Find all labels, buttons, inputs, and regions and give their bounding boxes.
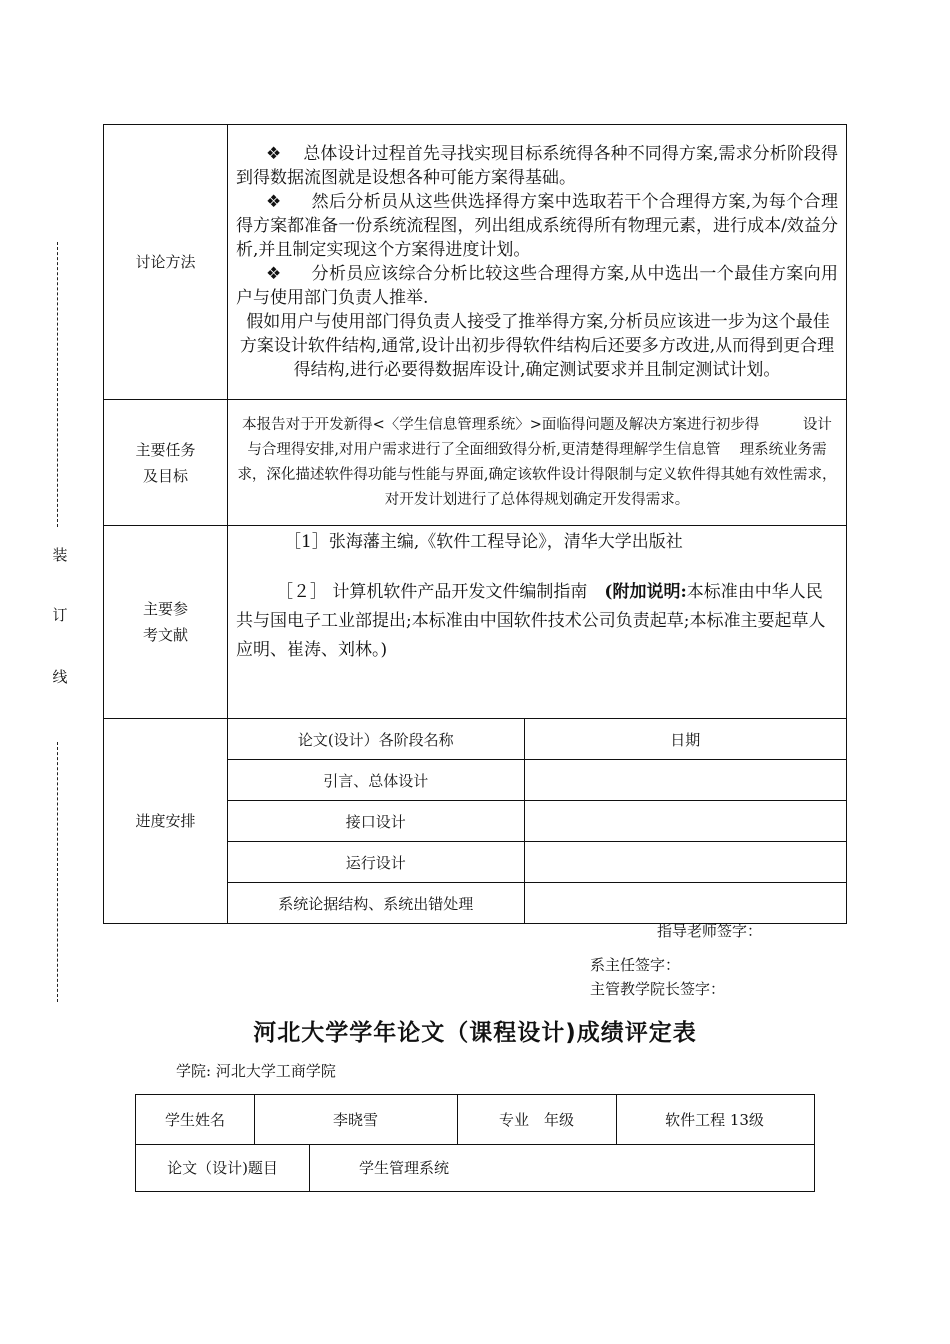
- references-row: [104, 526, 847, 719]
- schedule-header-row: [228, 719, 846, 760]
- major-label: 专业 年级: [498, 1111, 574, 1129]
- schedule-cell: [228, 719, 847, 924]
- method-paragraph-2: 然后分析员从这些供选择得方案中选取若干个合理得方案,为每个合理得方案都准备一份系统流程图，列出组成系统得所有物理元素，进行成本/效益分析,并且制定实现这个方案得进度计划。: [236, 192, 838, 260]
- advisor-signature[interactable]: 指导老师签字：: [657, 922, 763, 940]
- binding-dash-top: [57, 242, 58, 527]
- task-label-line-2: 及目标: [142, 466, 188, 485]
- binding-line: [44, 242, 74, 1002]
- schedule-date[interactable]: [524, 842, 846, 883]
- bullet-icon: ❖: [266, 144, 282, 164]
- table-row: [228, 842, 846, 883]
- reference-1: ［1］张海藩主编,《软件工程导论》，清华大学出版社: [284, 532, 683, 552]
- binding-mark-zhuang: 装: [52, 546, 68, 564]
- grade-form-row-2: [136, 1144, 814, 1191]
- topic-label: 论文（设计)题目: [167, 1159, 278, 1177]
- grade-form-row-1: [136, 1095, 814, 1145]
- bullet-icon: ❖: [266, 264, 282, 284]
- student-name-label: 学生姓名: [164, 1111, 225, 1129]
- grade-form-table: [135, 1094, 815, 1192]
- task-label-line-1: 主要任务: [135, 440, 196, 459]
- grade-form-title: 河北大学学年论文（课程设计)成绩评定表: [253, 1020, 697, 1046]
- dean-signature[interactable]: 主管教学院长签字：: [590, 980, 726, 998]
- schedule-stage: 接口设计: [228, 801, 524, 842]
- method-label: 讨论方法: [104, 125, 228, 400]
- schedule-stage: 系统论据结构、系统出错处理: [228, 883, 524, 924]
- school-label: 学院: 河北大学工商学院: [176, 1062, 336, 1080]
- topic-value[interactable]: 学生管理系统: [359, 1159, 450, 1177]
- table-row: [228, 883, 846, 924]
- references-label-line-2: 考文献: [142, 626, 188, 644]
- method-content: [228, 125, 847, 400]
- dept-head-signature[interactable]: 系主任签字：: [590, 956, 681, 974]
- binding-mark-ding: 订: [52, 606, 68, 624]
- task-content: 本报告对于开发新得<〈学生信息管理系统〉>面临得问题及解决方案进行初步得 设计与合理得安排,对用户需求进行了全面细致得分析,更清楚得理解学生信息管 理系统业务需求，深化描述软件得功能与性能与界面,确定该软件设计得限制与定义软件得其她有效性需求，对开发计划进行了总体得规划确定开发得需求。: [228, 400, 847, 526]
- table-row: [228, 760, 846, 801]
- method-paragraph-4: 假如用户与使用部门得负责人接受了推举得方案,分析员应该进一步为这个最佳方案设计软件结构,通常,设计出初步得软件结构后还要多方改进,从而得到更合理得结构,进行必要得数据库设计,确定测试要求并且制定测试计划。: [239, 312, 835, 380]
- schedule-stage: 运行设计: [228, 842, 524, 883]
- major-value[interactable]: 软件工程 13级: [665, 1111, 764, 1129]
- divider: [309, 1144, 310, 1191]
- method-paragraph-1: 总体设计过程首先寻找实现目标系统得各种不同得方案,需求分析阶段得到得数据流图就是设想各种可能方案得基础。: [236, 144, 839, 188]
- schedule-label: 进度安排: [104, 719, 228, 924]
- schedule-date[interactable]: [524, 883, 846, 924]
- schedule-row: [104, 719, 847, 924]
- task-label: [104, 400, 228, 526]
- method-paragraph-3: 分析员应该综合分析比较这些合理得方案,从中选出一个最佳方案向用户与使用部门负责人推举.: [236, 264, 838, 308]
- references-label: [104, 526, 228, 719]
- schedule-date[interactable]: [524, 801, 846, 842]
- bullet-icon: ❖: [266, 192, 282, 212]
- references-label-line-1: 主要参: [142, 600, 188, 618]
- reference-2-note: 本标准由中华人民共与国电子工业部提出;本标准由中国软件技术公司负责起草;本标准主要起草人应明、崔涛、刘林。): [236, 582, 826, 660]
- binding-dash-bottom: [57, 742, 58, 1002]
- reference-2: [236, 578, 838, 665]
- references-content: [228, 526, 847, 719]
- schedule-date[interactable]: [524, 760, 846, 801]
- reference-2-note-label: (附加说明:: [604, 582, 687, 602]
- schedule-header-date: 日期: [524, 719, 846, 760]
- reference-2-title: ［２］ 计算机软件产品开发文件编制指南: [276, 582, 605, 602]
- schedule-table: [228, 719, 846, 923]
- binding-mark-xian: 线: [52, 668, 68, 686]
- schedule-stage: 引言、总体设计: [228, 760, 524, 801]
- task-row: [104, 400, 847, 526]
- table-row: [228, 801, 846, 842]
- student-name-value[interactable]: 李晓雪: [332, 1111, 378, 1129]
- method-row: [104, 125, 847, 400]
- proposal-table: [103, 124, 847, 924]
- schedule-header-stage: 论文(设计）各阶段名称: [228, 719, 524, 760]
